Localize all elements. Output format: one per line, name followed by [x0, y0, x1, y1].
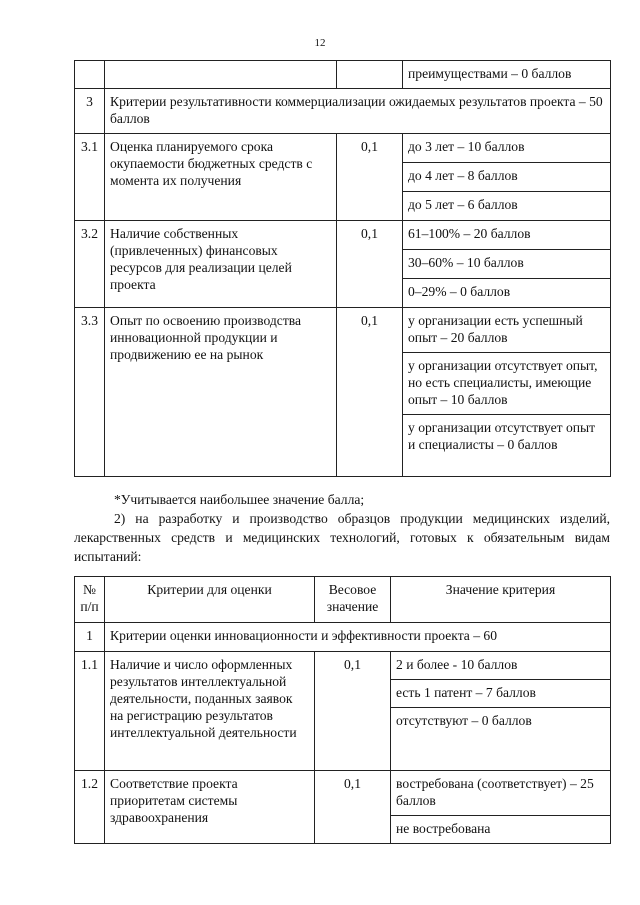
header-value: Значение критерия — [391, 577, 611, 623]
value-cell: отсутствуют – 0 баллов — [391, 708, 611, 771]
section-number: 3 — [75, 89, 105, 134]
weight-cell: 0,1 — [337, 308, 403, 477]
criterion-cell: Опыт по освоению производства инновационной продукции и продвижению ее на рынок — [105, 308, 337, 477]
value-cell: до 3 лет – 10 баллов — [403, 134, 611, 163]
value-cell: 30–60% – 10 баллов — [403, 250, 611, 279]
value-cell: преимуществами – 0 баллов — [403, 61, 611, 89]
value-cell: есть 1 патент – 7 баллов — [391, 680, 611, 708]
weight-cell: 0,1 — [337, 134, 403, 221]
table-row — [75, 308, 611, 353]
header-num: № п/п — [75, 577, 105, 623]
header-row — [75, 577, 611, 623]
weight-cell: 0,1 — [337, 221, 403, 308]
weight-cell: 0,1 — [315, 652, 391, 771]
criteria-table-2 — [74, 576, 611, 844]
criteria-table-1 — [74, 60, 611, 477]
row-number — [75, 61, 105, 89]
value-cell: до 4 лет – 8 баллов — [403, 163, 611, 192]
weight-cell: 0,1 — [315, 771, 391, 844]
section-row — [75, 89, 611, 134]
table-row — [75, 61, 611, 89]
footnote: *Учитывается наибольшее значение балла; — [114, 492, 365, 507]
value-cell: 0–29% – 0 баллов — [403, 279, 611, 308]
section-row — [75, 623, 611, 652]
header-criterion: Критерии для оценки — [105, 577, 315, 623]
row-number: 3.1 — [75, 134, 105, 221]
header-weight: Весовое значение — [315, 577, 391, 623]
row-number: 3.3 — [75, 308, 105, 477]
row-number: 3.2 — [75, 221, 105, 308]
table-row — [75, 652, 611, 680]
section-number: 1 — [75, 623, 105, 652]
page-number: 12 — [314, 37, 326, 49]
value-cell: 2 и более - 10 баллов — [391, 652, 611, 680]
criterion-cell: Наличие и число оформленных результатов интеллектуальной деятельности, поданных заявок на регистрацию результатов интеллектуальной деятельности — [105, 652, 315, 771]
criterion-cell: Наличие собственных (привлеченных) финансовых ресурсов для реализации целей проекта — [105, 221, 337, 308]
value-cell: не востребована — [391, 816, 611, 844]
table-row — [75, 221, 611, 250]
value-cell: 61–100% – 20 баллов — [403, 221, 611, 250]
criterion-cell — [105, 61, 337, 89]
row-number: 1.1 — [75, 652, 105, 771]
criterion-cell: Соответствие проекта приоритетам системы здравоохранения — [105, 771, 315, 844]
table-row — [75, 771, 611, 816]
table-row — [75, 134, 611, 163]
value-cell: у организации отсутствует опыт, но есть специалисты, имеющие опыт – 10 баллов — [403, 353, 611, 415]
body-paragraph: 2) на разработку и производство образцов продукции медицинских изделий, лекарственных средств и медицинских технологий, готовых к обязательным видам испытаний: — [74, 511, 610, 564]
weight-cell — [337, 61, 403, 89]
value-cell: востребована (соответствует) – 25 баллов — [391, 771, 611, 816]
value-cell: у организации отсутствует опыт и специалисты – 0 баллов — [403, 415, 611, 477]
section-title: Критерии оценки инновационности и эффективности проекта – 60 — [105, 623, 611, 652]
section-title: Критерии результативности коммерциализации ожидаемых результатов проекта – 50 баллов — [105, 89, 611, 134]
value-cell: у организации есть успешный опыт – 20 баллов — [403, 308, 611, 353]
criterion-cell: Оценка планируемого срока окупаемости бюджетных средств с момента их получения — [105, 134, 337, 221]
value-cell: до 5 лет – 6 баллов — [403, 192, 611, 221]
row-number: 1.2 — [75, 771, 105, 844]
